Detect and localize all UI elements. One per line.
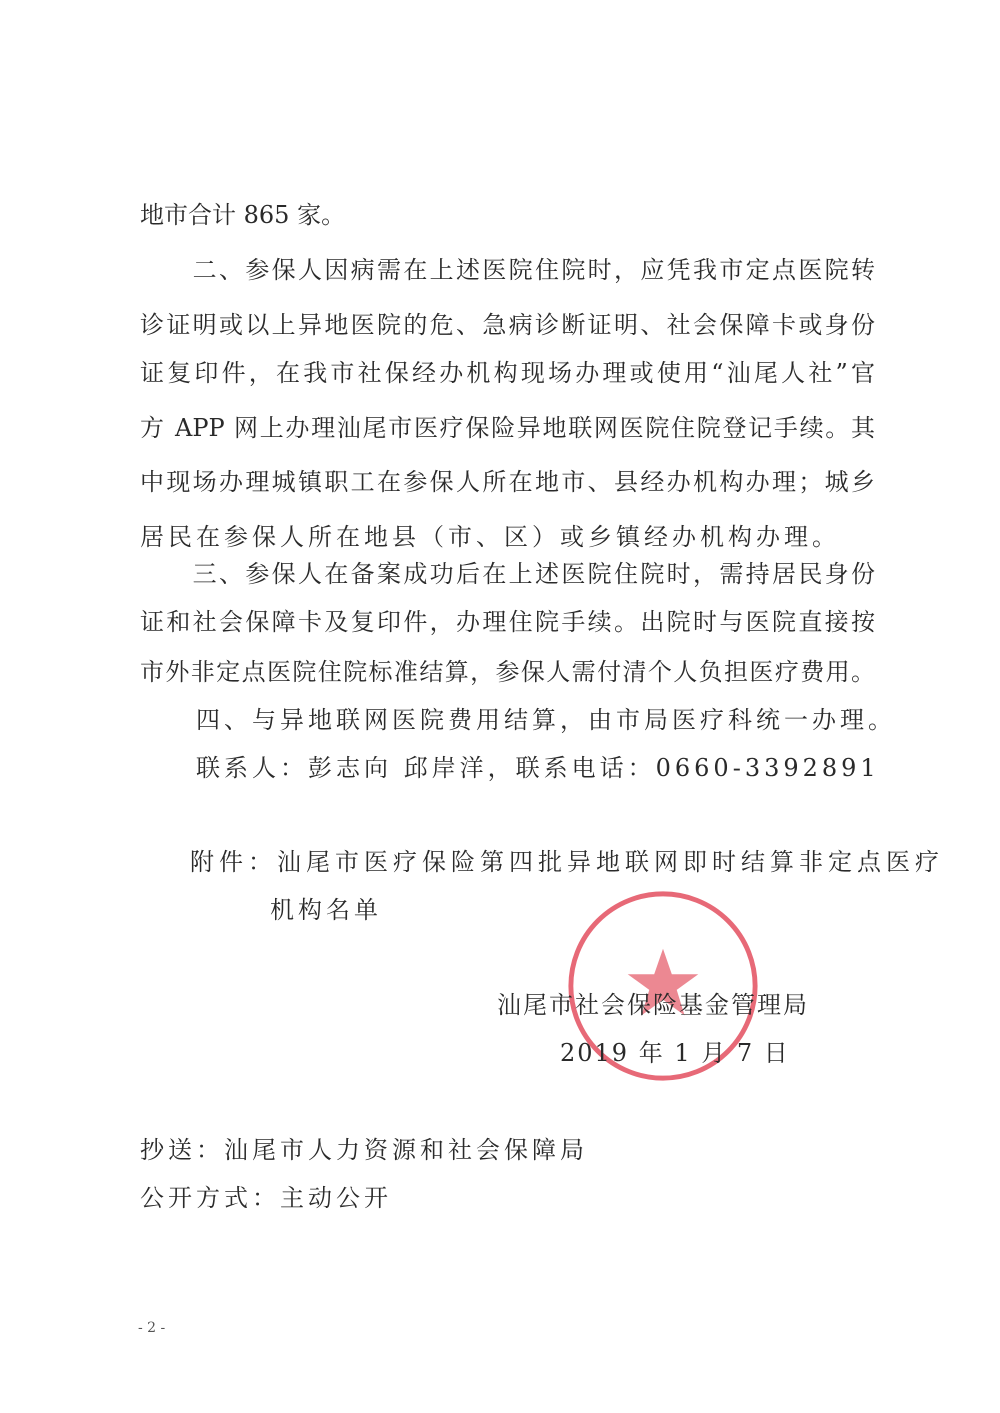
body-line: 诊证明或以上异地医院的危、急病诊断证明、社会保障卡或身份: [140, 311, 875, 339]
body-line: 中现场办理城镇职工在参保人所在地市、县经办机构办理；城乡: [140, 468, 875, 496]
issuer-name: 汕尾市社会保险基金管理局: [497, 991, 809, 1019]
attachment-line: 机构名单: [270, 896, 382, 924]
body-line: 方 APP 网上办理汕尾市医疗保险异地联网医院住院登记手续。其: [140, 414, 875, 442]
body-line: 地市合计 865 家。: [140, 201, 346, 229]
cc-line: 抄送：汕尾市人力资源和社会保障局: [140, 1136, 588, 1164]
body-line: 四、与异地联网医院费用结算，由市局医疗科统一办理。: [140, 706, 896, 734]
contact-line: 联系人：彭志向 邱岸洋，联系电话：0660-3392891: [140, 754, 880, 782]
body-line: 二、参保人因病需在上述医院住院时，应凭我市定点医院转: [140, 256, 875, 284]
body-line: 三、参保人在备案成功后在上述医院住院时，需持居民身份: [140, 560, 875, 588]
body-line: 居民在参保人所在地县（市、区）或乡镇经办机构办理。: [140, 523, 840, 551]
body-line: 证复印件，在我市社保经办机构现场办理或使用“汕尾人社”官: [140, 359, 875, 387]
disclosure-line: 公开方式：主动公开: [140, 1184, 392, 1212]
page-number: - 2 -: [138, 1320, 166, 1336]
body-line: 证和社会保障卡及复印件，办理住院手续。出院时与医院直接按: [140, 608, 875, 636]
body-line: 市外非定点医院住院标准结算，参保人需付清个人负担医疗费用。: [140, 658, 875, 686]
issue-date: 2019 年 1 月 7 日: [560, 1039, 790, 1067]
attachment-line: 附件：汕尾市医疗保险第四批异地联网即时结算非定点医疗: [190, 848, 944, 876]
